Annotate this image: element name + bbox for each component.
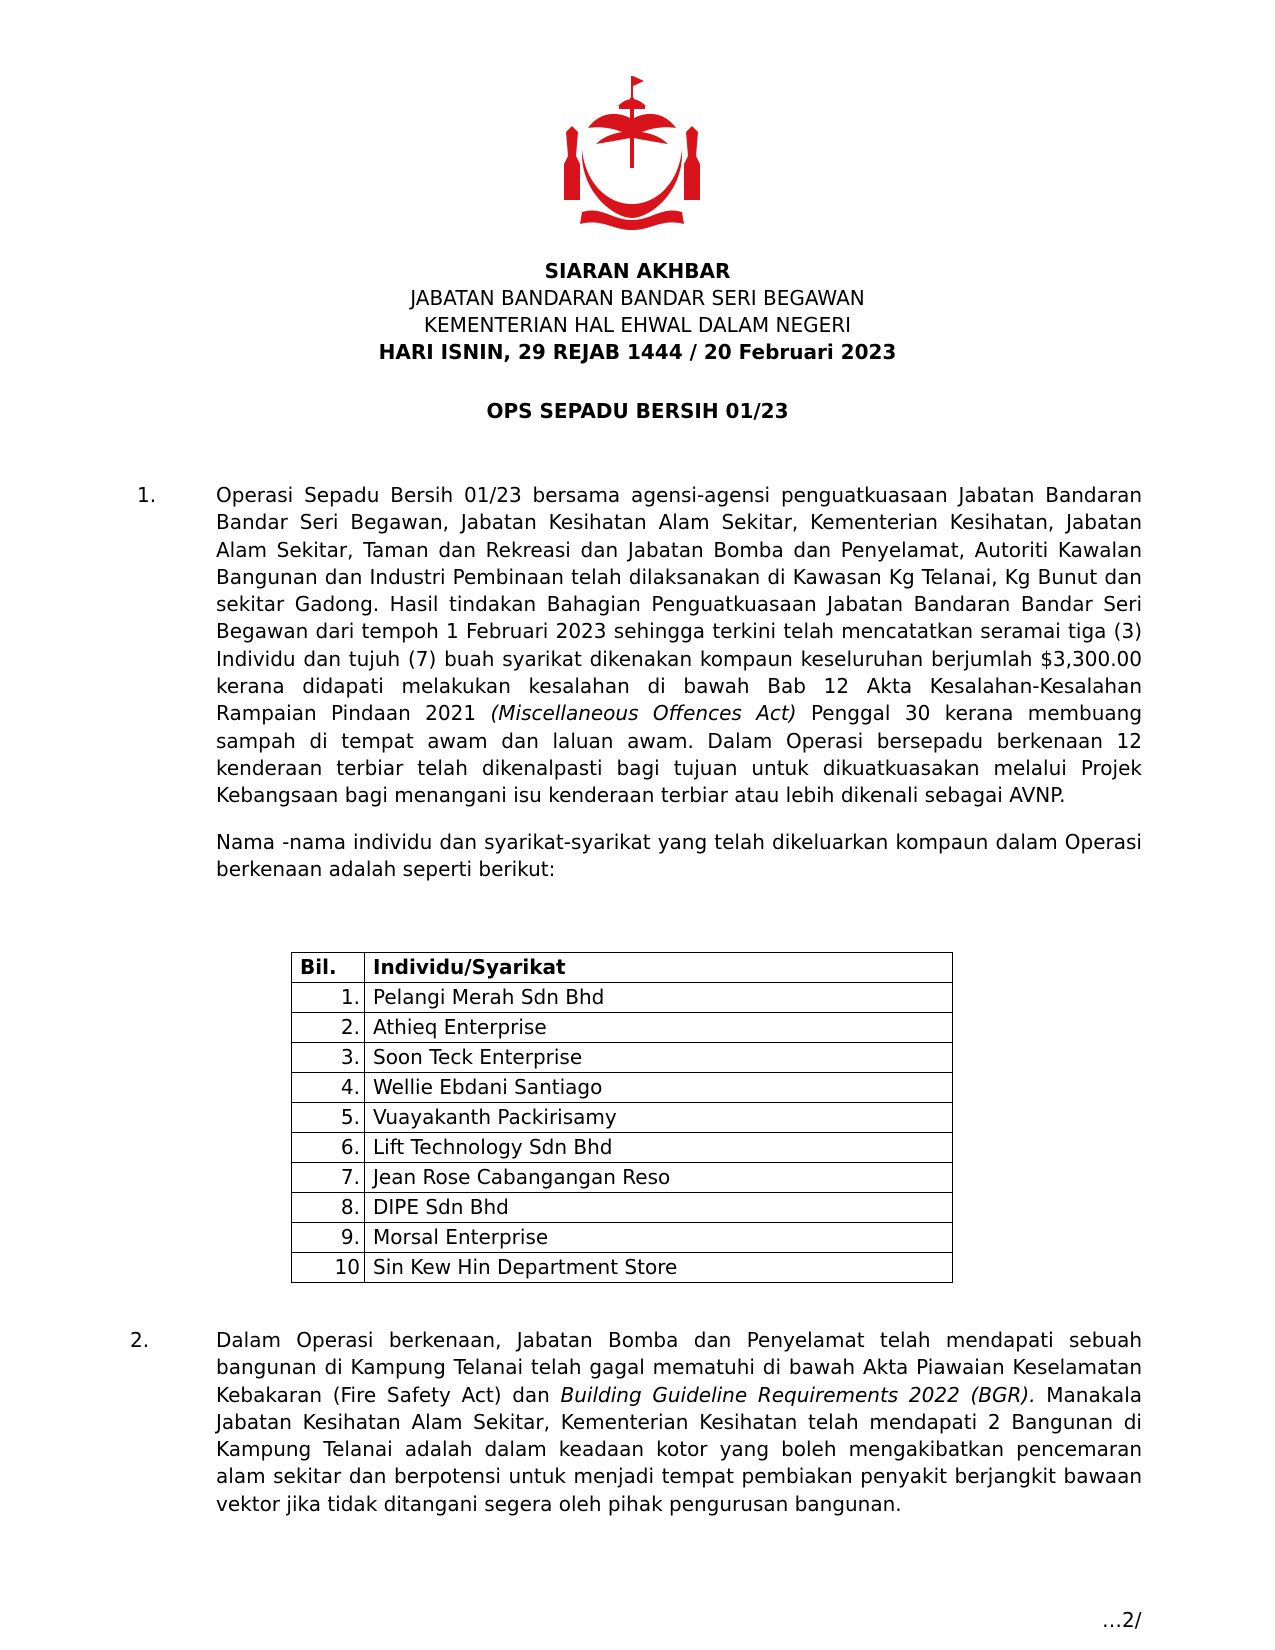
paragraph-1-number: 1. bbox=[137, 483, 157, 507]
table-row bbox=[292, 1073, 953, 1103]
row-number: 2. bbox=[292, 1013, 365, 1043]
table-row bbox=[292, 1253, 953, 1283]
paragraph-1-text-b: Penggal 30 kerana membuang sampah di tempat awam dan laluan awam. Dalam Operasi bersepadu berkenaan 12 kenderaan terbiar telah dikenalpasti bagi tujuan untuk dikuatkuasakan melalui Projek Kebangsaan bagi menangani isu kenderaan terbiar atau lebih dikenali sebagai AVNP. bbox=[216, 701, 1143, 808]
table-row bbox=[292, 1013, 953, 1043]
coat-of-arms-emblem bbox=[552, 72, 712, 232]
paragraph-2 bbox=[216, 1327, 1142, 1518]
row-number: 9. bbox=[292, 1223, 365, 1253]
table-row bbox=[292, 1103, 953, 1133]
table-row bbox=[292, 1223, 953, 1253]
table-row bbox=[292, 1163, 953, 1193]
operation-title: OPS SEPADU BERSIH 01/23 bbox=[486, 399, 789, 423]
row-number: 8. bbox=[292, 1193, 365, 1223]
row-name: Morsal Enterprise bbox=[365, 1223, 953, 1253]
release-title: SIARAN AKHBAR bbox=[544, 259, 731, 283]
table-row bbox=[292, 1133, 953, 1163]
release-date: HARI ISNIN, 29 REJAB 1444 / 20 Februari 2023 bbox=[378, 340, 897, 364]
row-name: Vuayakanth Packirisamy bbox=[365, 1103, 953, 1133]
table-row bbox=[292, 1193, 953, 1223]
ministry-name: KEMENTERIAN HAL EHWAL DALAM NEGERI bbox=[423, 313, 852, 337]
department-name: JABATAN BANDARAN BANDAR SERI BEGAWAN bbox=[410, 286, 865, 310]
row-number: 3. bbox=[292, 1043, 365, 1073]
paragraph-2-number: 2. bbox=[130, 1328, 150, 1352]
release-header bbox=[0, 258, 1275, 366]
paragraph-1-text-a: Operasi Sepadu Bersih 01/23 bersama agensi-agensi penguatkuasaan Jabatan Bandaran Bandar Seri Begawan, Jabatan Kesihatan Alam Sekitar, Kementerian Kesihatan, Jabatan Alam Sekitar, Taman dan Rekreasi dan Jabatan Bomba dan Penyelamat, Autoriti Kawalan Bangunan dan Industri Pembinaan telah dilaksanakan di Kawasan Kg Telanai, Kg Bunut dan sekitar Gadong. Hasil tindakan Bahagian Penguatkuasaan Jabatan Bandaran Bandar Seri Begawan dari tempoh 1 Februari 2023 sehingga terkini telah mencatatkan seramai tiga (3) Individu dan tujuh (7) buah syarikat dikenakan kompaun keseluruhan berjumlah $3,300.00 kerana didapati melakukan kesalahan di bawah Bab 12 Akta Kesalahan-Kesalahan Rampaian Pindaan 2021 bbox=[216, 483, 1142, 726]
compound-table bbox=[291, 952, 953, 1283]
row-name: Pelangi Merah Sdn Bhd bbox=[365, 983, 953, 1013]
row-number: 7. bbox=[292, 1163, 365, 1193]
paragraph-1 bbox=[216, 482, 1142, 810]
col-header-number: Bil. bbox=[292, 953, 365, 983]
table-row bbox=[292, 1043, 953, 1073]
paragraph-2-text-b: Manakala Jabatan Kesihatan Alam Sekitar, Kementerian Kesihatan telah mendapati 2 Bangunan di Kampung Telanai adalah dalam keadaan kotor yang boleh mengakibatkan pencemaran alam sekitar dan berpotensi untuk menjadi tempat pembiakan penyakit berjangkit bawaan vektor jika tidak ditangani segera oleh pihak pengurusan bangunan. bbox=[216, 1382, 1143, 1516]
paragraph-2-italic: Building Guideline Requirements 2022 (BGR). bbox=[560, 1382, 1036, 1407]
row-name: Soon Teck Enterprise bbox=[365, 1043, 953, 1073]
paragraph-1-italic: (Miscellaneous Offences Act) bbox=[490, 701, 797, 726]
row-number: 6. bbox=[292, 1133, 365, 1163]
table-row bbox=[292, 983, 953, 1013]
paragraph-2-text-a: Dalam Operasi berkenaan, Jabatan Bomba dan Penyelamat telah mendapati sebuah bangunan di Kampung Telanai telah gagal mematuhi di bawah Akta Piawaian Keselamatan Kebakaran (Fire Safety Act) dan bbox=[216, 1328, 1142, 1407]
row-name: Jean Rose Cabangangan Reso bbox=[365, 1163, 953, 1193]
row-number: 10 bbox=[292, 1253, 365, 1283]
list-intro: Nama -nama individu dan syarikat-syarikat yang telah dikeluarkan kompaun dalam Operasi berkenaan adalah seperti berikut: bbox=[216, 830, 1142, 882]
row-name: Athieq Enterprise bbox=[365, 1013, 953, 1043]
table-header-row bbox=[292, 953, 953, 983]
row-name: Sin Kew Hin Department Store bbox=[365, 1253, 953, 1283]
row-name: Wellie Ebdani Santiago bbox=[365, 1073, 953, 1103]
row-number: 5. bbox=[292, 1103, 365, 1133]
row-number: 1. bbox=[292, 983, 365, 1013]
col-header-name: Individu/Syarikat bbox=[365, 953, 953, 983]
page-continuation: …2/ bbox=[1102, 1608, 1142, 1632]
row-name: Lift Technology Sdn Bhd bbox=[365, 1133, 953, 1163]
row-name: DIPE Sdn Bhd bbox=[365, 1193, 953, 1223]
row-number: 4. bbox=[292, 1073, 365, 1103]
